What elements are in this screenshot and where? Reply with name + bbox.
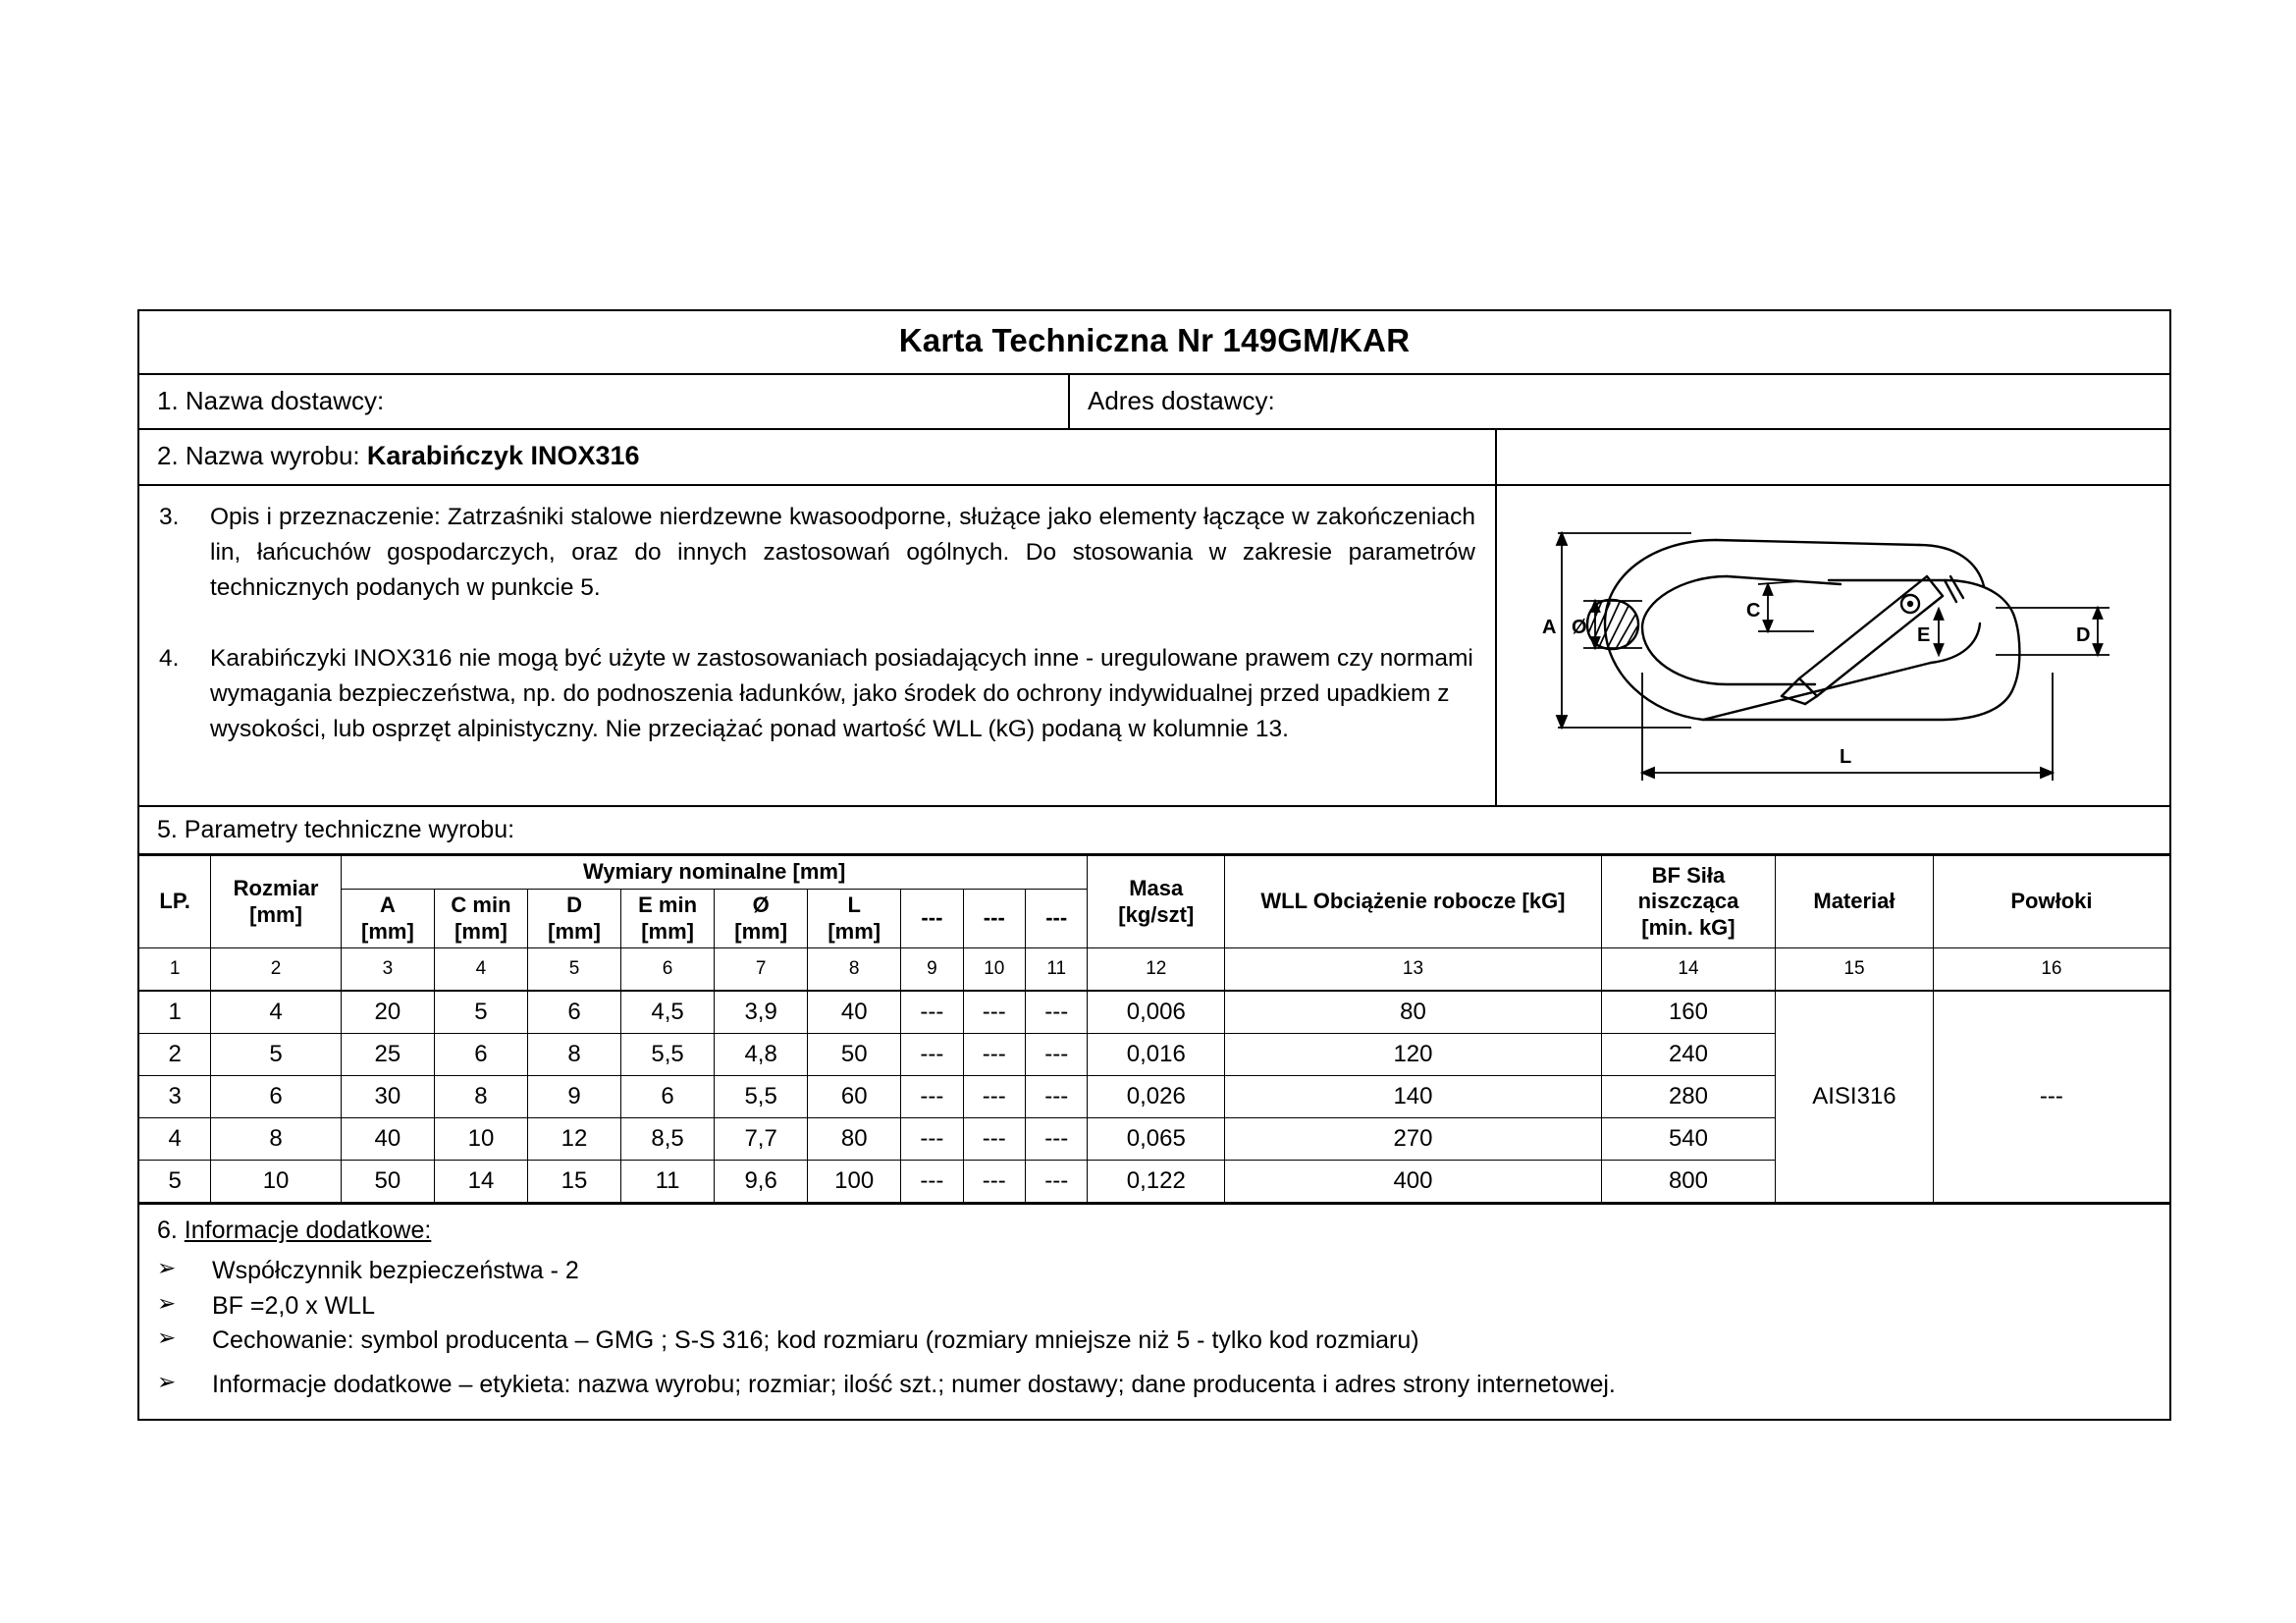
cell-material: AISI316 bbox=[1776, 991, 1934, 1203]
cell-c9: --- bbox=[901, 1034, 963, 1076]
cell-cmin: 5 bbox=[434, 991, 527, 1034]
th-d bbox=[527, 889, 620, 948]
cell-c10: --- bbox=[963, 1161, 1025, 1203]
technical-datasheet bbox=[137, 309, 2171, 1421]
description-row bbox=[139, 486, 2169, 807]
cell-c10: --- bbox=[963, 1076, 1025, 1118]
bullet-arrow-icon: ➢ bbox=[157, 1369, 177, 1395]
cell-cmin: 8 bbox=[434, 1076, 527, 1118]
th-d-line1: D bbox=[566, 892, 582, 917]
cell-emin: 8,5 bbox=[621, 1118, 715, 1161]
colnum-9: 9 bbox=[901, 948, 963, 992]
colnum-14: 14 bbox=[1601, 948, 1775, 992]
cell-cmin: 6 bbox=[434, 1034, 527, 1076]
cell-length: 60 bbox=[808, 1076, 901, 1118]
cell-masa: 0,016 bbox=[1088, 1034, 1225, 1076]
product-name-label: 2. Nazwa wyrobu: bbox=[157, 441, 360, 470]
cell-lp: 1 bbox=[139, 991, 211, 1034]
cell-a: 25 bbox=[341, 1034, 434, 1076]
cell-rozmiar: 10 bbox=[211, 1161, 342, 1203]
list-item-label: BF =2,0 x WLL bbox=[212, 1291, 376, 1320]
th-a bbox=[341, 889, 434, 948]
th-diameter-line2: [mm] bbox=[734, 918, 788, 944]
th-length-line1: L bbox=[847, 892, 861, 917]
th-rozmiar bbox=[211, 856, 342, 948]
cell-c10: --- bbox=[963, 1118, 1025, 1161]
list-item-label: Informacje dodatkowe – etykieta: nazwa wyrobu; rozmiar; ilość szt.; numer dostawy; dane producenta i adres strony internetowej. bbox=[212, 1370, 1616, 1398]
supplier-name-cell[interactable] bbox=[139, 375, 1070, 428]
cell-c11: --- bbox=[1025, 1118, 1087, 1161]
th-cmin-line1: C min bbox=[451, 892, 511, 917]
cell-bf: 240 bbox=[1601, 1034, 1775, 1076]
cell-c9: --- bbox=[901, 1076, 963, 1118]
dim-label-l: L bbox=[1839, 746, 1851, 768]
colnum-3: 3 bbox=[341, 948, 434, 992]
supplier-address-label: Adres dostawcy: bbox=[1088, 386, 1275, 415]
cell-emin: 4,5 bbox=[621, 991, 715, 1034]
th-bf bbox=[1601, 856, 1775, 948]
section5-label: 5. Parametry techniczne wyrobu: bbox=[157, 816, 515, 843]
cell-masa: 0,006 bbox=[1088, 991, 1225, 1034]
cell-d: 12 bbox=[527, 1118, 620, 1161]
th-d-line2: [mm] bbox=[548, 918, 601, 944]
dim-label-a: A bbox=[1541, 617, 1556, 638]
th-rozmiar-line1: Rozmiar bbox=[233, 875, 319, 900]
th-cmin bbox=[434, 889, 527, 948]
cell-a: 40 bbox=[341, 1118, 434, 1161]
cell-rozmiar: 8 bbox=[211, 1118, 342, 1161]
th-bf-line3: [min. kG] bbox=[1641, 915, 1735, 941]
cell-length: 100 bbox=[808, 1161, 901, 1203]
cell-lp: 2 bbox=[139, 1034, 211, 1076]
cell-diameter: 5,5 bbox=[715, 1076, 808, 1118]
th-blank-1: --- bbox=[901, 889, 963, 948]
cell-emin: 6 bbox=[621, 1076, 715, 1118]
paragraph-4-text: Karabińczyki INOX316 nie mogą być użyte w zastosowaniach posiadających inne - uregulowane prawem czy normami wymagania bezpieczeństwa, np. do podnoszenia ładunków, jako środek do ochrony indywidualnej przed upadkiem z wysokości, lub osprzęt alpinistyczny. Nie przeciążać ponad wartość WLL (kG) podaną w kolumnie 13. bbox=[210, 645, 1473, 742]
cell-masa: 0,026 bbox=[1088, 1076, 1225, 1118]
cell-c9: --- bbox=[901, 1118, 963, 1161]
product-name-row bbox=[139, 430, 2169, 486]
cell-wll: 120 bbox=[1225, 1034, 1602, 1076]
th-masa-line1: Masa bbox=[1129, 875, 1184, 900]
th-diameter bbox=[715, 889, 808, 948]
cell-bf: 540 bbox=[1601, 1118, 1775, 1161]
supplier-row bbox=[139, 375, 2169, 430]
product-name-cell bbox=[139, 430, 1497, 484]
cell-powloki: --- bbox=[1933, 991, 2169, 1203]
cell-length: 40 bbox=[808, 991, 901, 1034]
paragraph-3-number: 3. bbox=[159, 504, 180, 530]
cell-rozmiar: 4 bbox=[211, 991, 342, 1034]
colnum-12: 12 bbox=[1088, 948, 1225, 992]
cell-wll: 400 bbox=[1225, 1161, 1602, 1203]
cell-diameter: 9,6 bbox=[715, 1161, 808, 1203]
dim-label-e: E bbox=[1916, 624, 1930, 646]
product-name-value: Karabińczyk INOX316 bbox=[366, 441, 640, 470]
bullet-arrow-icon: ➢ bbox=[157, 1325, 177, 1352]
th-blank-2: --- bbox=[963, 889, 1025, 948]
cell-masa: 0,122 bbox=[1088, 1161, 1225, 1203]
cell-a: 30 bbox=[341, 1076, 434, 1118]
cell-c9: --- bbox=[901, 991, 963, 1034]
th-blank-3: --- bbox=[1025, 889, 1087, 948]
colnum-11: 11 bbox=[1025, 948, 1087, 992]
section6 bbox=[139, 1203, 2169, 1419]
colnum-13: 13 bbox=[1225, 948, 1602, 992]
section6-bullet-list bbox=[139, 1251, 2169, 1419]
table-header-row-1 bbox=[139, 856, 2169, 890]
cell-length: 50 bbox=[808, 1034, 901, 1076]
colnum-16: 16 bbox=[1933, 948, 2169, 992]
cell-wll: 270 bbox=[1225, 1118, 1602, 1161]
title-row bbox=[139, 311, 2169, 375]
th-lp: LP. bbox=[139, 856, 211, 948]
paragraph-4 bbox=[159, 641, 1475, 747]
cell-diameter: 7,7 bbox=[715, 1118, 808, 1161]
cell-bf: 280 bbox=[1601, 1076, 1775, 1118]
cell-emin: 5,5 bbox=[621, 1034, 715, 1076]
th-group-dimensions: Wymiary nominalne [mm] bbox=[341, 856, 1088, 890]
table-body bbox=[139, 991, 2169, 1203]
cell-c9: --- bbox=[901, 1161, 963, 1203]
colnum-2: 2 bbox=[211, 948, 342, 992]
cell-d: 8 bbox=[527, 1034, 620, 1076]
cell-diameter: 4,8 bbox=[715, 1034, 808, 1076]
bullet-arrow-icon: ➢ bbox=[157, 1256, 177, 1282]
list-item-label: Cechowanie: symbol producenta – GMG ; S-S 316; kod rozmiaru (rozmiary mniejsze niż 5 - tylko kod rozmiaru) bbox=[212, 1326, 1419, 1355]
cell-diameter: 3,9 bbox=[715, 991, 808, 1034]
bullet-arrow-icon: ➢ bbox=[157, 1290, 177, 1317]
dim-label-diameter: Ø bbox=[1571, 617, 1587, 638]
th-length-line2: [mm] bbox=[828, 918, 881, 944]
cell-wll: 80 bbox=[1225, 991, 1602, 1034]
cell-bf: 160 bbox=[1601, 991, 1775, 1034]
cell-c10: --- bbox=[963, 991, 1025, 1034]
cell-a: 20 bbox=[341, 991, 434, 1034]
cell-cmin: 10 bbox=[434, 1118, 527, 1161]
cell-d: 9 bbox=[527, 1076, 620, 1118]
paragraph-3 bbox=[159, 500, 1475, 606]
section6-heading bbox=[139, 1205, 2169, 1251]
th-diameter-line1: Ø bbox=[752, 892, 770, 917]
list-item bbox=[157, 1255, 2169, 1287]
dim-label-d: D bbox=[2075, 624, 2090, 646]
drawing-cell bbox=[1497, 486, 2169, 805]
cell-bf: 800 bbox=[1601, 1161, 1775, 1203]
th-emin bbox=[621, 889, 715, 948]
th-masa bbox=[1088, 856, 1225, 948]
th-bf-line1: BF Siła bbox=[1651, 862, 1726, 888]
th-cmin-line2: [mm] bbox=[454, 918, 507, 944]
th-emin-line2: [mm] bbox=[641, 918, 694, 944]
list-item bbox=[157, 1290, 2169, 1323]
th-length bbox=[808, 889, 901, 948]
cell-lp: 5 bbox=[139, 1161, 211, 1203]
cell-c11: --- bbox=[1025, 991, 1087, 1034]
cell-length: 80 bbox=[808, 1118, 901, 1161]
th-a-line1: A bbox=[379, 892, 396, 917]
colnum-4: 4 bbox=[434, 948, 527, 992]
parameters-table bbox=[139, 855, 2169, 1203]
cell-c11: --- bbox=[1025, 1161, 1087, 1203]
cell-c11: --- bbox=[1025, 1034, 1087, 1076]
cell-lp: 3 bbox=[139, 1076, 211, 1118]
th-material: Materiał bbox=[1776, 856, 1934, 948]
th-a-line2: [mm] bbox=[361, 918, 414, 944]
cell-masa: 0,065 bbox=[1088, 1118, 1225, 1161]
th-powloki: Powłoki bbox=[1933, 856, 2169, 948]
table-column-number-row bbox=[139, 948, 2169, 992]
supplier-name-label: 1. Nazwa dostawcy: bbox=[157, 386, 385, 415]
paragraph-3-text: Opis i przeznaczenie: Zatrzaśniki stalowe nierdzewne kwasoodporne, służące jako elementy łączące w zakończeniach lin, łańcuchów gospodarczych, oraz do innych zastosowań ogólnych. Do stosowania w zakresie parametrów technicznych podanych w punkcie 5. bbox=[210, 504, 1475, 601]
cell-rozmiar: 6 bbox=[211, 1076, 342, 1118]
paragraph-4-number: 4. bbox=[159, 645, 180, 672]
colnum-7: 7 bbox=[715, 948, 808, 992]
supplier-address-cell[interactable] bbox=[1070, 375, 2169, 428]
page-title: Karta Techniczna Nr 149GM/KAR bbox=[898, 322, 1411, 358]
th-emin-line1: E min bbox=[638, 892, 698, 917]
colnum-15: 15 bbox=[1776, 948, 1934, 992]
th-bf-line2: niszcząca bbox=[1637, 889, 1739, 914]
list-item-label: Współczynnik bezpieczeństwa - 2 bbox=[212, 1257, 579, 1285]
carabiner-technical-drawing bbox=[1534, 486, 2133, 805]
cell-lp: 4 bbox=[139, 1118, 211, 1161]
cell-emin: 11 bbox=[621, 1161, 715, 1203]
cell-c10: --- bbox=[963, 1034, 1025, 1076]
parameters-table-wrapper bbox=[139, 855, 2169, 1203]
th-wll: WLL Obciążenie robocze [kG] bbox=[1225, 856, 1602, 948]
cell-wll: 140 bbox=[1225, 1076, 1602, 1118]
colnum-1: 1 bbox=[139, 948, 211, 992]
colnum-5: 5 bbox=[527, 948, 620, 992]
cell-cmin: 14 bbox=[434, 1161, 527, 1203]
list-item bbox=[157, 1369, 2169, 1401]
section6-label: Informacje dodatkowe: bbox=[184, 1217, 432, 1245]
cell-rozmiar: 5 bbox=[211, 1034, 342, 1076]
table-row bbox=[139, 991, 2169, 1034]
colnum-8: 8 bbox=[808, 948, 901, 992]
th-rozmiar-line2: [mm] bbox=[249, 901, 302, 927]
cell-d: 6 bbox=[527, 991, 620, 1034]
description-cell bbox=[139, 486, 1497, 805]
th-masa-line2: [kg/szt] bbox=[1118, 901, 1195, 927]
cell-d: 15 bbox=[527, 1161, 620, 1203]
cell-a: 50 bbox=[341, 1161, 434, 1203]
section6-number: 6. bbox=[157, 1217, 185, 1245]
cell-c11: --- bbox=[1025, 1076, 1087, 1118]
list-item bbox=[157, 1325, 2169, 1357]
colnum-6: 6 bbox=[621, 948, 715, 992]
dim-label-c: C bbox=[1745, 600, 1760, 622]
product-name-spacer bbox=[1497, 430, 2169, 484]
section5-row bbox=[139, 807, 2169, 855]
colnum-10: 10 bbox=[963, 948, 1025, 992]
